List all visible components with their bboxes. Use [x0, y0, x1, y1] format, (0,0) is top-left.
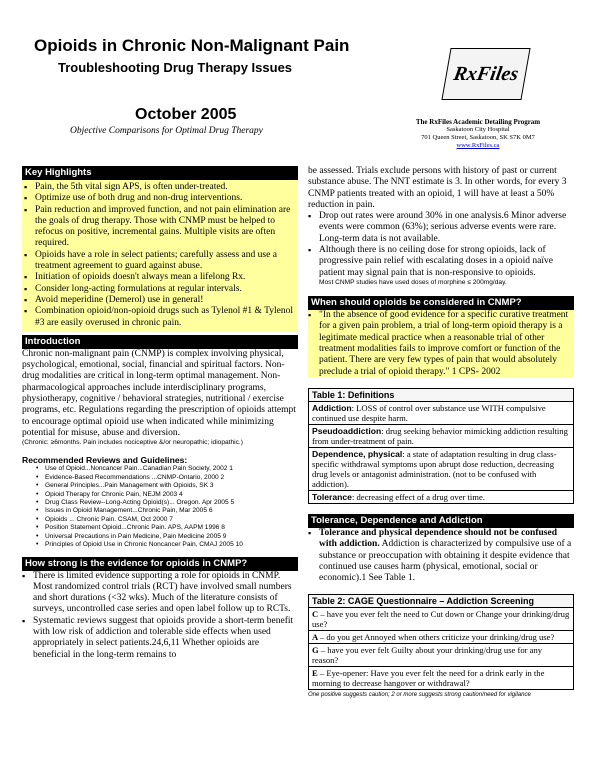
definition-text: : decreasing effect of a drug over time. — [351, 491, 485, 502]
definition-text: : drug seeking behavior mimicking addiction resulting from under-treatment of pain. — [312, 425, 568, 446]
cage-letter: A — [312, 632, 320, 643]
definition-text: : a state of adaptation resulting in drug class-specific withdrawal symptoms upon abrupt dose reduction, decreasing drug levels or antagonist administration. (not to be confused with addiction). — [312, 448, 557, 489]
definition-row — [309, 491, 573, 503]
program-name: The RxFiles Academic Detailing Program — [415, 118, 541, 126]
cage-row — [309, 644, 573, 667]
definition-term: Dependence, physical — [312, 448, 403, 459]
highlights-list — [24, 182, 296, 329]
definition-row — [309, 402, 573, 425]
definition-row — [309, 425, 573, 448]
cage-letter: E — [312, 668, 320, 679]
cage-question: – do you get Annoyed when others criticize your drinking/drug use? — [319, 632, 555, 643]
intro-text: Chronic non-malignant pain (CNMP) is complex involving physical, psychological, emotional, social, financial and spiritual factors. Non-drug modalities are critical in long-term optimal management. Non-pharmacological approaches include interdisciplinary programs, physiotherapy, cognitive / behavioral strategies, nutritional / exercise programs, etc. Regulations regarding the prescription of opioids attempt to encourage optimal opioid use when indicated while minimizing potential for misuse, abuse and diversion. — [22, 348, 296, 438]
website-link[interactable]: www.RxFiles.ca — [456, 142, 500, 149]
evidence-heading: How strong is the evidence for opioids in CNMP? — [22, 557, 298, 571]
reference-item: • Drug Class Review--Long-Acting Opioid(s)... Oregon. Apr 2005 5 — [36, 499, 298, 507]
highlight-item: ▪ Avoid meperidine (Demerol) use in general! — [24, 295, 296, 306]
right-column — [308, 166, 574, 700]
evidence-list — [22, 571, 298, 661]
reference-item: • Universal Precautions in Pain Medicine, Pain Medicine 2005 9 — [36, 533, 298, 541]
reviews-list — [22, 465, 298, 549]
cage-footer: One positive suggests caution; 2 or more suggests strong caution/need for vigilance — [308, 692, 531, 699]
reference-item: • Evidence-Based Recommendations ...CNMP-Ontario, 2000 2 — [36, 474, 298, 482]
cage-question: – Eye-opener: Have you ever felt the need for a drink early in the morning to decrease hangover or withdrawal? — [312, 668, 545, 689]
highlight-item: ▪ Opioids have a role in select patients; carefully assess and use a treatment agreement to guard against abuse. — [24, 250, 296, 273]
introduction-heading: Introduction — [22, 335, 298, 349]
definition-term: Tolerance — [312, 491, 352, 502]
definition-term: Pseudoaddiction — [312, 425, 382, 436]
reference-item: • General Principles...Pain Management with Opioids, SK 3 — [36, 482, 298, 490]
highlight-item: ▪ Pain, the 5th vital sign APS, is often under-treated. — [24, 182, 296, 193]
reference-item: • Issues in Opioid Management...Chronic Pain, Mar 2005 6 — [36, 507, 298, 515]
intro-note: (Chronic: ≥6months. Pain includes nociceptive &/or neuropathic; idiopathic.) — [22, 439, 243, 447]
definition-row — [309, 448, 573, 491]
reference-item: • Position Statement Opioid...Chronic Pain. APS, AAPM 1996 8 — [36, 524, 298, 532]
tolerance-heading: Tolerance, Dependence and Addiction — [308, 514, 574, 528]
highlight-item: ▪ Consider long-acting formulations at regular intervals. — [24, 284, 296, 295]
definition-text: : LOSS of control over substance use WITH compulsive continued use despite harm. — [312, 402, 546, 423]
tagline: Objective Comparisons for Optimal Drug Therapy — [70, 126, 263, 136]
left-column — [22, 166, 298, 661]
tolerance-text — [308, 528, 574, 584]
key-highlights-heading: Key Highlights — [22, 166, 298, 180]
cage-question: – have you ever felt Guilty about your drinking/drug use for any reason? — [312, 645, 543, 666]
highlight-item: ▪ Pain reduction and improved function, and not pain elimination are the goals of drug therapy. Those with CNMP must be helped to refocus on positive, incremental gains. Multiple visits are often required. — [24, 205, 296, 250]
when-heading: When should opioids be considered in CNMP? — [308, 296, 574, 310]
evidence-item: ▪ Systematic reviews suggest that opioids provide a short-term benefit with low risk of addiction and tolerable side effects when used appropriately in select patients.24,6,11 Whether opioids are beneficial in the long-term remains to — [22, 616, 298, 661]
cage-heading: Table 2: CAGE Questionnaire – Addiction Screening — [309, 595, 573, 608]
cage-letter: C — [312, 609, 321, 620]
right-bullet-item: ▪ Drop out rates were around 30% in one analysis.6 Minor adverse events were common (63%); serious adverse events were rare. Long-term data is not available. — [308, 211, 574, 245]
definition-term: Addiction — [312, 402, 352, 413]
cage-table — [308, 594, 574, 690]
page-title: Opioids in Chronic Non-Malignant Pain — [34, 36, 350, 55]
key-highlights-box — [22, 180, 298, 332]
program-address — [378, 118, 578, 150]
addr-line-1: Saskatoon City Hospital — [446, 126, 510, 133]
cage-letter: G — [312, 645, 321, 656]
definitions-heading: Table 1: Definitions — [309, 389, 573, 402]
tolerance-lead: Tolerance and physical dependence should not be confused with addiction. — [319, 527, 557, 550]
cage-row — [309, 667, 573, 689]
right-bullet-item: ▪ Although there is no ceiling dose for strong opioids, lack of progressive pain relief with escalating doses in a opioid naïve patient may signal pain that is non-responsive to opioids. — [308, 245, 574, 279]
issue-date: October 2005 — [135, 106, 237, 123]
rxfiles-logo — [441, 48, 530, 100]
when-quote: ▪ "In the absence of good evidence for a specific curative treatment for a given pain problem, a trial of long-term opioid therapy is a legitimate medical practice when a reasonable trial of other treatment modalities fails to improve comfort or function of the patient. There are very few types of pain that would absolutely preclude a trial of opioid therapy." 1 CPS- 2002 — [308, 310, 574, 378]
reviews-heading: Recommended Reviews and Guidelines: — [22, 455, 188, 466]
definitions-rows — [309, 402, 573, 503]
page-subtitle: Troubleshooting Drug Therapy Issues — [58, 60, 293, 75]
highlight-item: ▪ Initiation of opioids doesn't always mean a lifelong Rx. — [24, 272, 296, 283]
addr-line-2: 701 Queen Street, Saskatoon, SK S7K 0M7 — [421, 134, 535, 141]
definitions-table — [308, 388, 574, 504]
highlight-item: ▪ Combination opioid/non-opioid drugs such as Tylenol #1 & Tylenol #3 are easily overused in chronic pain. — [24, 306, 296, 329]
reference-item: • Principles of Opioid Use in Chronic Noncancer Pain, CMAJ 2005 10 — [36, 541, 298, 549]
dose-note: Most CNMP studies have used doses of morphine ≤ 200mg/day. — [319, 278, 507, 286]
reference-item: • Opioid Therapy for Chronic Pain, NEJM 2003 4 — [36, 491, 298, 499]
logo-text: RxFiles — [451, 62, 521, 85]
highlight-item: ▪ Optimize use of both drug and non-drug interventions. — [24, 193, 296, 204]
cage-row — [309, 631, 573, 644]
tolerance-body: Addiction is characterized by compulsive use of a substance or preoccupation with obtaining it despite evidence that continued use causes harm (physical, emotional, social or economic).1 See Table 1. — [319, 539, 572, 584]
cage-question: – have you ever felt the need to Cut down or Change your drinking/drug use? — [312, 609, 570, 630]
cage-rows — [309, 608, 573, 689]
reference-item: • Use of Opioid...Noncancer Pain...Canadian Pain Society, 2002 1 — [36, 465, 298, 473]
evidence-item: ▪ There is limited evidence supporting a role for opioids in CNMP. Most randomized control trials (RCT) have involved small numbers and short durations (<32 wks). Much of the literature consists of surveys, uncontrolled case series and open label follow up to RCTs. — [22, 571, 298, 616]
cage-row — [309, 608, 573, 631]
reference-item: • Opioids ... Chronic Pain. CSAM, Oct 2000 7 — [36, 516, 298, 524]
right-bullets — [308, 211, 574, 279]
nnt-text: be assessed. Trials exclude persons with history of past or current substance abuse. The NNT estimate is 3. In other words, for every 3 CNMP patients treated with an opioid, 1 will have at least a 50% reduction in pain. — [308, 166, 567, 210]
